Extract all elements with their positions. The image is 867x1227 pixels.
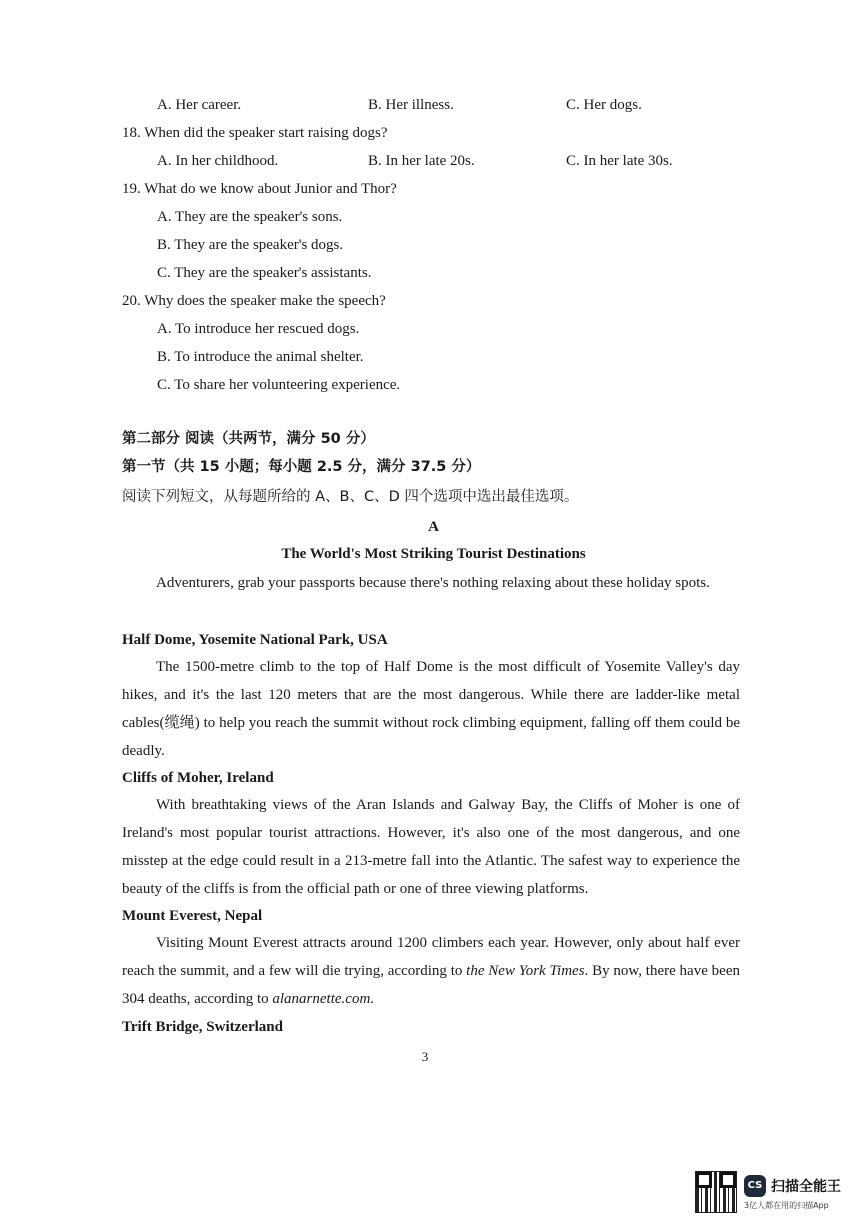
camscanner-logo-icon: CS (744, 1175, 766, 1197)
passage-letter: A (428, 519, 439, 535)
qr-code-icon (696, 1172, 736, 1212)
sub-title: 第一节（共 15 小题；每小题 2.5 分，满分 37.5 分） (122, 459, 481, 475)
q18-question: 18. When did the speaker start raising dogs? (122, 125, 388, 141)
q19-question: 19. What do we know about Junior and Thor? (122, 181, 397, 197)
q20-option-b: B. To introduce the animal shelter. (157, 349, 364, 365)
everest-text-before: Visiting Mount Everest attracts around 1200 climbers each year. However, only about half ever reach the summit, and a few will die trying, according to (122, 935, 740, 979)
q20-option-c: C. To share her volunteering experience. (157, 377, 401, 393)
section-heading-trift: Trift Bridge, Switzerland (122, 1019, 283, 1035)
q18-option-b: B. In her late 20s. (368, 153, 475, 169)
source-new-york-times: the New York Times (466, 963, 585, 979)
q17-option-b: B. Her illness. (368, 97, 454, 113)
q17-option-a: A. Her career. (157, 97, 242, 113)
section-text-cliffs: With breathtaking views of the Aran Islands and Galway Bay, the Cliffs of Moher is one of Ireland's most popular tourist attractions. However, it's also one of the most dangerous, and one misstep at the edge could result in a 213-metre fall into the Atlantic. The safest way to experience the beauty of the cliffs is from the official path or one of three viewing platforms. (122, 797, 740, 897)
q20-question: 20. Why does the speaker make the speech? (122, 293, 386, 309)
section-heading-everest: Mount Everest, Nepal (122, 908, 263, 924)
q18-option-a: A. In her childhood. (157, 153, 279, 169)
scanner-tagline: 3亿人都在用的扫描App (744, 1201, 829, 1210)
scanner-app-name: 扫描全能王 (771, 1179, 841, 1195)
q18-option-c: C. In her late 30s. (566, 153, 673, 169)
section-heading-cliffs: Cliffs of Moher, Ireland (122, 770, 274, 786)
section-text-everest (122, 929, 740, 1013)
passage-title: The World's Most Striking Tourist Destinations (281, 546, 586, 562)
q19-option-b: B. They are the speaker's dogs. (157, 237, 344, 253)
source-alanarnette: alanarnette.com (272, 991, 371, 1007)
everest-text-middle: . By now, there have been 304 deaths, according to (122, 963, 740, 1007)
everest-text-after: . (370, 991, 375, 1007)
q19-option-c: C. They are the speaker's assistants. (157, 265, 372, 281)
q17-option-c: C. Her dogs. (566, 97, 642, 113)
section-text-half-dome: The 1500-metre climb to the top of Half Dome is the most difficult of Yosemite Valley's day hikes, and it's the last 120 meters that are the most dangerous. While there are ladder-like metal cables(缆绳) to help you reach the summit without rock climbing equipment, falling off them could be deadly. (122, 659, 740, 759)
section-heading-half-dome: Half Dome, Yosemite National Park, USA (122, 632, 388, 648)
page-number: 3 (421, 1049, 429, 1064)
q20-option-a: A. To introduce her rescued dogs. (157, 321, 360, 337)
part-title: 第二部分 阅读（共两节，满分 50 分） (122, 431, 375, 447)
passage-intro: Adventurers, grab your passports because there's nothing relaxing about these holiday spots. (156, 575, 710, 591)
instruction: 阅读下列短文，从每题所给的 A、B、C、D 四个选项中选出最佳选项。 (122, 489, 579, 505)
q19-option-a: A. They are the speaker's sons. (157, 209, 343, 225)
